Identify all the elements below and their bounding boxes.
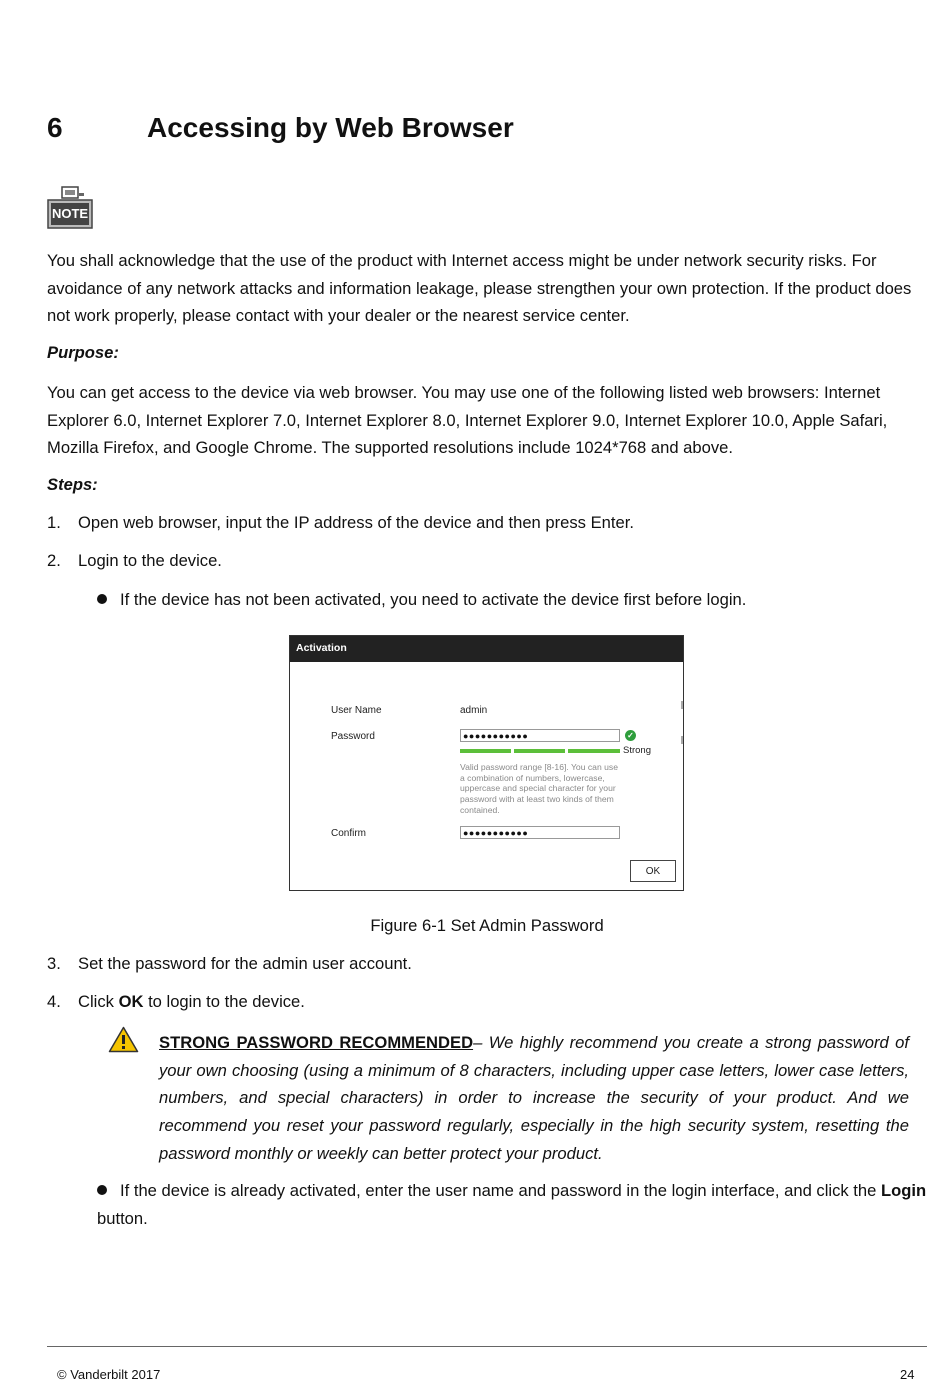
step-number: 4. bbox=[47, 992, 61, 1011]
strength-bar-segment bbox=[514, 749, 565, 753]
steps-label: Steps: bbox=[47, 475, 98, 494]
user-name-value: admin bbox=[460, 705, 488, 716]
strength-bar-segment bbox=[568, 749, 620, 753]
step-text-post: to login to the device. bbox=[143, 992, 305, 1011]
step-4 bbox=[47, 992, 305, 1012]
note-paragraph: You shall acknowledge that the use of the product with Internet access might be under network security risks. For avoidance of any network attacks and information leakage, please strengthen your own protection. If the product does not work properly, please contact with your dealer or the nearest service center. bbox=[47, 251, 912, 326]
footer-divider bbox=[47, 1346, 927, 1347]
password-field[interactable]: ●●●●●●●●●●● bbox=[460, 729, 620, 742]
footer-page-number: 24 bbox=[900, 1367, 915, 1382]
step-2 bbox=[47, 551, 222, 571]
step-1 bbox=[47, 513, 634, 533]
bullet-not-activated bbox=[97, 590, 746, 610]
password-label: Password bbox=[331, 731, 375, 742]
bullet-dot bbox=[97, 594, 107, 604]
figure-caption: Figure 6-1 Set Admin Password bbox=[370, 916, 604, 935]
scrollbar-fragment bbox=[681, 736, 683, 744]
activation-dialog-figure bbox=[289, 635, 684, 891]
confirm-label: Confirm bbox=[331, 828, 367, 839]
note-icon-label: NOTE bbox=[51, 206, 89, 221]
scrollbar-fragment bbox=[681, 701, 683, 709]
bullet-dot bbox=[97, 1185, 107, 1195]
step-number: 2. bbox=[47, 551, 61, 570]
purpose-label: Purpose: bbox=[47, 343, 119, 362]
step-text: Login to the device. bbox=[78, 551, 222, 570]
step-text: Open web browser, input the IP address of the device and then press Enter. bbox=[78, 513, 634, 532]
footer-copyright: © Vanderbilt 2017 bbox=[57, 1367, 161, 1382]
step-3 bbox=[47, 954, 412, 974]
step-number: 3. bbox=[47, 954, 61, 973]
ok-button[interactable]: OK bbox=[630, 860, 676, 882]
section-heading bbox=[47, 112, 514, 144]
step-text-pre: Click bbox=[78, 992, 119, 1011]
strong-password-warning bbox=[159, 1029, 909, 1168]
strength-bar-segment bbox=[460, 749, 511, 753]
strength-label: Strong bbox=[623, 745, 651, 756]
section-number: 6 bbox=[47, 112, 63, 143]
warning-heading: STRONG PASSWORD RECOMMENDED bbox=[159, 1033, 474, 1052]
bullet-text: If the device has not been activated, you need to activate the device first before login. bbox=[120, 590, 747, 609]
valid-check-icon: ✓ bbox=[625, 730, 636, 741]
bullet-text-pre: If the device is already activated, enter the user name and password in the login interface, and click the bbox=[120, 1181, 881, 1200]
step-number: 1. bbox=[47, 513, 61, 532]
bullet-text-post: button. bbox=[97, 1208, 148, 1228]
login-bold: Login bbox=[880, 1181, 927, 1200]
warning-icon bbox=[108, 1026, 139, 1053]
dialog-title: Activation bbox=[290, 636, 683, 662]
purpose-paragraph: You can get access to the device via web browser. You may use one of the following listed web browsers: Internet Explorer 6.0, Internet Explorer 7.0, Internet Explorer 8.0, Internet Explorer 9.0, Internet Explorer 10.0, Apple Safari, Mozilla Firefox, and Google Chrome. The supported resolutions include 1024*768 and above. bbox=[47, 383, 888, 458]
section-title: Accessing by Web Browser bbox=[147, 112, 514, 143]
bullet-already-activated bbox=[97, 1177, 932, 1232]
warning-text: – We highly recommend you create a strong password of your own choosing (using a minimum of 8 characters, including upper case letters, lower case letters, numbers, and special characters) in order to increase the security of your product. And we recommend you reset your password regularly, especially in the high security system, resetting the password monthly or weekly can better protect your product. bbox=[159, 1033, 910, 1163]
note-icon bbox=[46, 186, 94, 229]
step-text: Set the password for the admin user account. bbox=[78, 954, 412, 973]
ok-bold: OK bbox=[118, 992, 144, 1011]
password-help-text: Valid password range [8-16]. You can use a combination of numbers, lowercase, uppercase and special character for your password with at least two kinds of them contained. bbox=[460, 762, 618, 815]
user-name-label: User Name bbox=[331, 705, 382, 716]
confirm-field[interactable]: ●●●●●●●●●●● bbox=[460, 826, 620, 839]
